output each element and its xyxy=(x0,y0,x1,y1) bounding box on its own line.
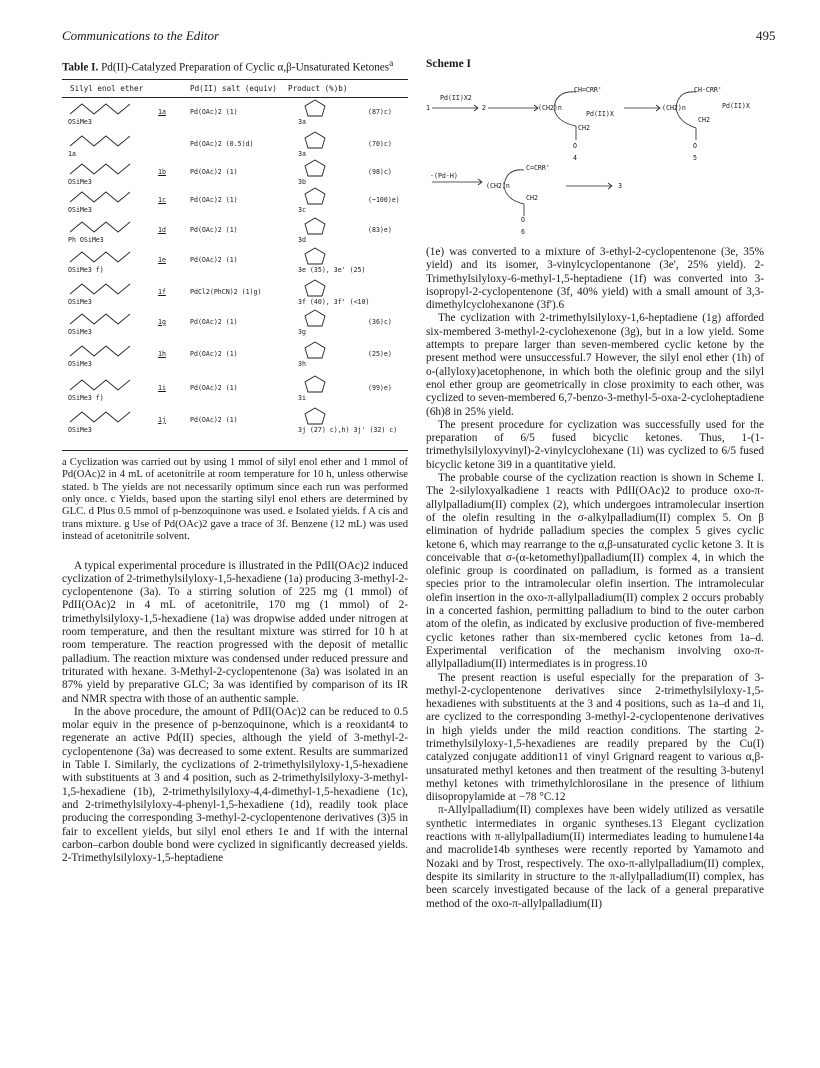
product-structure xyxy=(302,186,328,206)
ether-structure xyxy=(68,376,138,394)
product-label: 3f (40), 3f' (<10) xyxy=(298,297,370,306)
scheme-4-chain: (CH2)n xyxy=(538,104,562,112)
compound-number: 1h xyxy=(158,349,166,358)
ether-structure xyxy=(68,100,138,118)
compound-number: 1j xyxy=(158,415,166,424)
ether-substituent: 1a xyxy=(68,149,76,158)
right-column xyxy=(426,58,764,911)
ether-substituent: OSiMe3 xyxy=(68,359,92,368)
product-label: 3g xyxy=(298,327,306,336)
running-title: Communications to the Editor xyxy=(62,28,220,43)
scheme-compound-6: 6 xyxy=(521,228,525,236)
product-label: 3d xyxy=(298,235,306,244)
left-column xyxy=(62,58,408,865)
ether-substituent: OSiMe3 xyxy=(68,327,92,336)
ether-substituent: OSiMe3 f) xyxy=(68,393,104,402)
pd-salt: Pd(OAc)2 (0.5)d) xyxy=(190,139,254,148)
ether-structure xyxy=(68,248,138,266)
paragraph: A typical experimental procedure is illustrated in the PdII(OAc)2 induced cyclization of 2-trimethylsilyloxy-1,5-hexadiene (1a) producing 3-methyl-2-cyclopentenone (3a). To a stirring solution of 225 mg (1 mmol) of PdII(OAc)2 in 4 mL of acetonitrile, 170 mg (1 mmol) of 2-trimethylsilyloxy-1,5-hexadiene (1a) was dropwise added under nitrogen at room temperature, and then the resultant mixture was stirred for 10 h at room temperature. The reaction progressed with the deposit of metallic palladium. The reaction mixture was condensed under reduced pressure and triturated with hexane. 3-Methyl-2-cyclopentenone (3a) was isolated in an 87% yield by preparative GLC; 3a was identified by comparison of its IR and NMR spectra with those of an authentic sample. xyxy=(62,559,408,705)
product-structure xyxy=(302,308,328,328)
table-caption-mark: a xyxy=(389,59,394,69)
ether-structure xyxy=(68,218,138,236)
ether-structure xyxy=(68,132,138,150)
table-header xyxy=(62,80,408,98)
scheme-5-alkyl: CH-CRR' xyxy=(694,86,722,94)
scheme-4-oxygen: O xyxy=(573,142,577,150)
table-footnotes: a Cyclization was carried out by using 1 mmol of silyl enol ether and 1 mmol of Pd(OAc)2 in 4 mL of acetonitrile at room temperature for 10 h, unless otherwise stated. b The yields are not necessarily optimum since each run was performed only once. c Yields, based upon the starting silyl enol ethers are determined by GLC. d Plus 0.5 mmol of p-benzoquinone was used. e Isolated yields. f A cis and trans mixture. g Use of Pd(OAc)2 gave a trace of 3f. Benzene (12 mL) was used instead of acetonitrile solvent. xyxy=(62,456,408,543)
product-label: 3i xyxy=(298,393,306,402)
ether-structure xyxy=(68,342,138,360)
pd-salt: Pd(OAc)2 (1) xyxy=(190,167,238,176)
pd-salt: PdCl2(PhCN)2 (1)g) xyxy=(190,287,262,296)
scheme-6-oxygen: O xyxy=(521,216,525,224)
product-label: 3h xyxy=(298,359,306,368)
scheme-4-pd: Pd(II)X xyxy=(586,110,614,118)
table-caption-text: Pd(II)-Catalyzed Preparation of Cyclic α,β-Unsaturated Ketones xyxy=(101,61,390,74)
table-caption xyxy=(62,58,408,75)
pd-salt: Pd(OAc)2 (1) xyxy=(190,383,238,392)
table-caption-label: Table I. xyxy=(62,61,99,74)
pd-salt: Pd(OAc)2 (1) xyxy=(190,255,238,264)
compound-number: 1a xyxy=(158,107,166,116)
table-header-product: Product (%)b) xyxy=(288,83,348,93)
scheme-5-ch2: CH2 xyxy=(698,116,710,124)
product-label: 3a xyxy=(298,149,306,158)
product-structure xyxy=(302,406,328,426)
ether-structure xyxy=(68,310,138,328)
scheme-compound-5: 5 xyxy=(693,154,697,162)
product-yield: (98)c) xyxy=(368,167,392,176)
pd-salt: Pd(OAc)2 (1) xyxy=(190,349,238,358)
ether-substituent: OSiMe3 xyxy=(68,177,92,186)
scheme-4-alkene: CH=CRR' xyxy=(574,86,602,94)
scheme-drawing xyxy=(426,70,764,240)
compound-number: 1b xyxy=(158,167,166,176)
pd-salt: Pd(OAc)2 (1) xyxy=(190,107,238,116)
compound-number: 1c xyxy=(158,195,166,204)
ether-structure xyxy=(68,188,138,206)
product-structure xyxy=(302,278,328,298)
scheme-6-ch2: CH2 xyxy=(526,194,538,202)
product-structure xyxy=(302,130,328,150)
ether-structure xyxy=(68,280,138,298)
product-yield: (~100)e) xyxy=(368,195,400,204)
product-structure xyxy=(302,340,328,360)
ether-substituent: OSiMe3 xyxy=(68,425,92,434)
compound-number: 1d xyxy=(158,225,166,234)
paragraph: The present procedure for cyclization was successfully used for the preparation of 6/5 fused bicyclic ketones. Thus, 1-(1-trimethylsilyloxyvinyl)-2-vinylcyclohexane (1i) was cyclized to 6/5 fused bicyclic ketone 3i9 in a quantitative yield. xyxy=(426,418,764,471)
table-body xyxy=(62,98,408,451)
scheme-title: Scheme I xyxy=(426,58,472,70)
scheme-6-chain: (CH2)n xyxy=(486,182,510,190)
scheme-6-alkene: C=CRR' xyxy=(526,164,550,172)
scheme-compound-1: 1 xyxy=(426,104,430,112)
product-yield: (70)c) xyxy=(368,139,392,148)
scheme-reagent: Pd(II)X2 xyxy=(440,94,472,102)
product-label: 3b xyxy=(298,177,306,186)
compound-number: 1f xyxy=(158,287,166,296)
product-yield: (99)e) xyxy=(368,383,392,392)
product-label: 3j (27) c),h) 3j' (32) c) xyxy=(298,425,398,434)
paragraph: The present reaction is useful especially for the preparation of 3-methyl-2-cyclopentenone derivatives since 2-trimethylsilyloxy-1,5-hexadienes with substituents at the 3 and 4 positions, such as 1a–d and 1i, are cyclized to the corresponding 3-methyl-2-cyclopentenone derivatives in high yields under the mild reaction conditions. The starting 2-trimethylsilyloxy-1,5-hexadienes are readily prepared by the Cu(I) catalyzed conjugate addition11 of vinyl Grignard reagent to various α,β-unsaturated methyl ketones and then treatment of the resulting 3-butenyl methyl ketones with trimethylchlorosilane in the presence of lithium diisopropylamide at −78 °C.12 xyxy=(426,671,764,804)
product-yield: (83)e) xyxy=(368,225,392,234)
left-body-text xyxy=(62,560,408,866)
table-header-salt: Pd(II) salt (equiv) xyxy=(190,83,277,93)
page-number: 495 xyxy=(756,28,776,43)
product-yield: (87)c) xyxy=(368,107,392,116)
paragraph: The probable course of the cyclization reaction is shown in Scheme I. The 2-silyloxyalkadiene 1 reacts with PdII(OAc)2 to produce oxo-π-allylpalladium(II) complex (2), which undergoes intramolecular insertion of the olefin resulting in the σ-alkylpalladium(II) complex 5. On β elimination of hydride palladium species the complex 5 gives cyclic ketone 6, which may rearrange to the α,β-unsaturated cyclic ketone 3. It is conceivable that σ-(α-ketomethyl)palladium(II) complex 4, in which the olefinic group is coordinated on palladium, is formed as a transient species prior to the intramolecular olefin insertion. The intramolecular olefin insertion in the oxo-π-allylpalladium(II) complex 2 occurs probably in a concerted fashion, permitting palladium to bind to the outer carbon atom of the olefin, as indicated by exclusive production of five-membered cyclic ketones rather than six-membered cyclic ketones from 1a–d. Experimental verification of the mechanism involving oxo-π-allylpalladium(II) intermediates is in progress.10 xyxy=(426,472,764,671)
right-body-text xyxy=(426,246,764,911)
paragraph: (1e) was converted to a mixture of 3-ethyl-2-cyclopentenone (3e, 35% yield) and its isomer, 3-vinylcyclopentanone (3e', 25% yield). 2-Trimethylsilyloxy-6-methyl-1,5-heptadiene (1f) was converted into 3-isopropyl-2-cyclopentenone (3f, 40% yield) with a small amount of 3,3-dimethylcyclohexanone (3f').6 xyxy=(426,246,764,312)
table-header-ether: Silyl enol ether xyxy=(70,83,144,93)
scheme-5-chain: (CH2)n xyxy=(662,104,686,112)
compound-number: 1i xyxy=(158,383,166,392)
product-structure xyxy=(302,98,328,118)
scheme-4-ch2: CH2 xyxy=(578,124,590,132)
ether-substituent: Ph OSiMe3 xyxy=(68,235,104,244)
product-structure xyxy=(302,216,328,236)
scheme-diagram xyxy=(426,70,764,240)
scheme-compound-3: 3 xyxy=(618,182,622,190)
scheme-5-oxygen: O xyxy=(693,142,697,150)
paragraph: The cyclization with 2-trimethylsilyloxy-1,6-heptadiene (1g) afforded six-membered 3-methyl-2-cyclohexenone (3g), but in a low yield. Some attempts to prepare larger than seven-membered cyclic ketone by the present method were unsuccessful.7 However, the silyl enol ether (1h) of o-(allyloxy)acetophenone, in which both the olefinic group and the silyl enol ether group are geometrically in close proximity to each other, was cyclized to seven-membered 6,7-benzo-3-methyl-5-oxa-2-cycloheptadiene (6h)8 in 25% yield. xyxy=(426,312,764,418)
ether-substituent: OSiMe3 xyxy=(68,297,92,306)
ether-substituent: OSiMe3 xyxy=(68,117,92,126)
product-label: 3a xyxy=(298,117,306,126)
pd-salt: Pd(OAc)2 (1) xyxy=(190,317,238,326)
compound-number: 1e xyxy=(158,255,166,264)
paragraph: π-Allylpalladium(II) complexes have been widely utilized as versatile synthetic intermediates in organic syntheses.13 Elegant cyclization reactions with π-allylpalladium(II) intermediates leading to humulene14a and macrolide14b syntheses were recently reported by Yamamoto and Nozaki and by Trost, respectively. The oxo-π-allylpalladium(II) complex, despite its similarity in structure to the π-allylpalladium(II) complex, has been scarcely investigated because of the lack of a general preparative method of the oxo-π-allylpalladium(II) xyxy=(426,804,764,910)
product-yield: (25)e) xyxy=(368,349,392,358)
product-structure xyxy=(302,374,328,394)
ether-substituent: OSiMe3 f) xyxy=(68,265,104,274)
ether-substituent: OSiMe3 xyxy=(68,205,92,214)
ether-structure xyxy=(68,408,138,426)
product-label: 3e (35), 3e' (25) xyxy=(298,265,366,274)
product-label: 3c xyxy=(298,205,306,214)
scheme-5-pd: Pd(II)X xyxy=(722,102,750,110)
scheme-compound-2: 2 xyxy=(482,104,486,112)
product-structure xyxy=(302,246,328,266)
paragraph: In the above procedure, the amount of PdII(OAc)2 can be reduced to 0.5 molar equiv in the presence of p-benzoquinone, which is a reoxidant4 to regenerate an active Pd(II) species, although the yield of 3-methyl-2-cyclopentenone (3a) was decreased to some extent. Results are summarized in Table I. Similarly, the cyclizations of 2-trimethylsilyloxy-1,5-hexadiene with substituents at 3 and 4 position, such as 2-trimethylsilyloxy-3-methyl-1,5-hexadiene (1b), 2-trimethylsilyloxy-4,4-dimethyl-1,5-hexadiene (1c), and 2-trimethylsilyloxy-4-phenyl-1,5-hexadiene (1d), readily took place producing the corresponding 3-methyl-2-cyclopentenone derivatives (3)5 in fair to excellent yields, but silyl enol ethers 1e and 1f with the internal carbon–carbon double bond were cyclized in significantly decreased yields. 2-Trimethylsilyloxy-1,5-heptadiene xyxy=(62,705,408,865)
product-yield: (36)c) xyxy=(368,317,392,326)
compound-number: 1g xyxy=(158,317,166,326)
pd-salt: Pd(OAc)2 (1) xyxy=(190,415,238,424)
product-structure xyxy=(302,158,328,178)
scheme-compound-4: 4 xyxy=(573,154,577,162)
pd-salt: Pd(OAc)2 (1) xyxy=(190,195,238,204)
ether-structure xyxy=(68,160,138,178)
pd-salt: Pd(OAc)2 (1) xyxy=(190,225,238,234)
scheme-elimination: -(Pd-H) xyxy=(430,172,458,180)
